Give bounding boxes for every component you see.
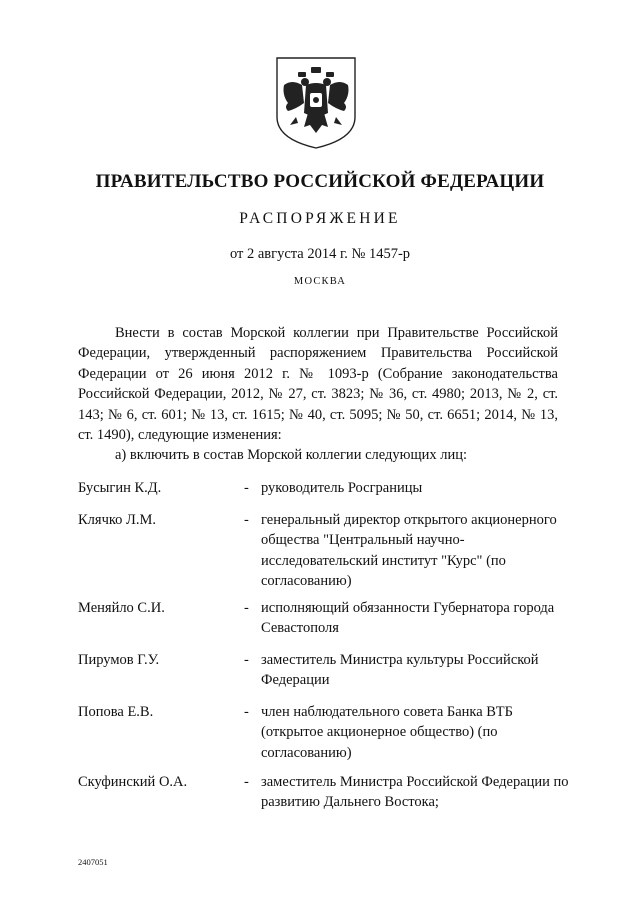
member-dash: - [244, 704, 249, 720]
sub-item-a: а) включить в состав Морской коллегии следующих лиц: [115, 447, 468, 463]
member-name: Пирумов Г.У. [78, 652, 160, 668]
member-name: Скуфинский О.А. [78, 774, 188, 790]
member-name: Бусыгин К.Д. [78, 480, 162, 496]
document-code: 2407051 [78, 857, 108, 867]
member-dash: - [244, 600, 249, 616]
member-role: генеральный директор открытого акционерного общества "Центральный научно-исследовательский институт "Курс" (по согласованию) [261, 512, 557, 590]
government-title: ПРАВИТЕЛЬСТВО РОССИЙСКОЙ ФЕДЕРАЦИИ [95, 171, 545, 192]
member-role: руководитель Росграницы [261, 480, 423, 496]
member-dash: - [244, 512, 249, 528]
member-role: заместитель Министра Российской Федерации по развитию Дальнего Востока; [261, 774, 569, 811]
main-paragraph: Внести в состав Морской коллегии при Правительстве Российской Федерации, утвержденный распоряжением Правительства Российской Федерации от 26 июня 2012 г. № 1093-р (Собрание законодательства Российской Федерации, 2012, № 27, ст. 3823; № 36, ст. 4980; 2013, № 2, ст. 143; № 6, ст. 601; № 13, ст. 1615; № 40, ст. 5095; № 50, ст. 6651; 2014, № 13, ст. 1490), следующие изменения: [78, 325, 558, 444]
member-name: Попова Е.В. [78, 704, 154, 720]
member-dash: - [244, 652, 249, 668]
coat-of-arms-icon [274, 55, 358, 151]
member-role: заместитель Министра культуры Российской Федерации [261, 652, 539, 689]
member-role: член наблюдательного совета Банка ВТБ (открытое акционерное общество) (по согласованию) [261, 704, 513, 761]
member-name: Клячко Л.М. [78, 512, 157, 528]
document-city: МОСКВА [293, 276, 347, 287]
document-date-number: от 2 августа 2014 г. № 1457-р [229, 246, 411, 262]
document-type: РАСПОРЯЖЕНИЕ [239, 210, 401, 227]
member-dash: - [244, 480, 249, 496]
member-name: Меняйло С.И. [78, 600, 165, 616]
member-role: исполняющий обязанности Губернатора города Севастополя [261, 600, 555, 637]
member-dash: - [244, 774, 249, 790]
